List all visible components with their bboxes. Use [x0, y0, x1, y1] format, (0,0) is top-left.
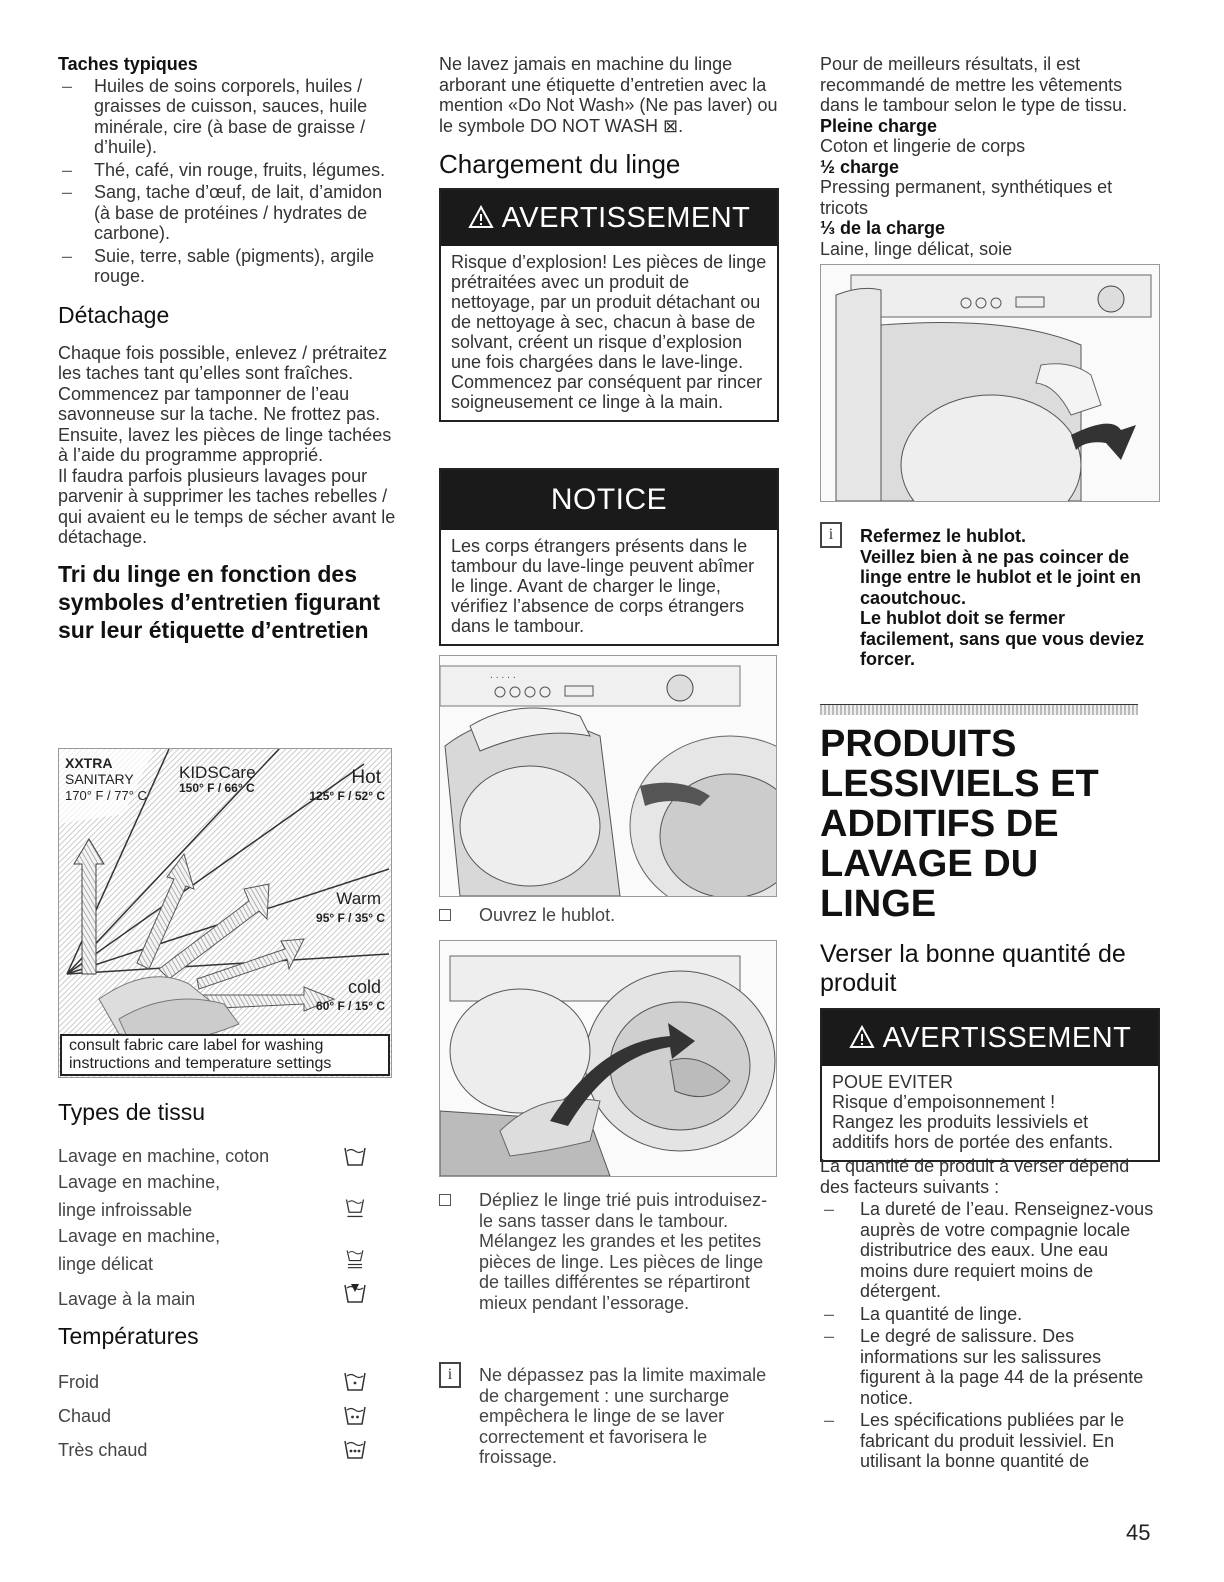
fabric-type: Lavage à la main	[58, 1289, 196, 1309]
fabric-type: linge infroissable	[58, 1200, 193, 1220]
detachage-para: Ensuite, lavez les pièces de linge tachées à l’aide du programme approprié.	[58, 424, 392, 465]
pleine-charge-text: Coton et lingerie de corps	[820, 136, 1026, 156]
info-note-close-door	[820, 522, 1158, 670]
list-item: – La quantité de linge.	[820, 1304, 1158, 1325]
close-door-figure	[820, 264, 1160, 502]
hand-wash-icon	[344, 1282, 366, 1304]
wash-warm-icon	[344, 1404, 366, 1426]
fabric-type: linge délicat	[58, 1254, 154, 1274]
info-close-line: Le hublot doit se fermer facilement, sans que vous deviez forcer.	[860, 608, 1145, 669]
chart-label-hot: Hot	[351, 767, 381, 788]
open-door-figure	[439, 655, 777, 897]
column-right	[820, 54, 1158, 259]
chart-label-warm-temp: 95° F / 35° C	[316, 911, 385, 925]
warning-triangle-icon	[849, 1025, 875, 1049]
pleine-charge-title: Pleine charge	[820, 115, 938, 136]
list-item: – Sang, tache d’œuf, de lait, d’amidon (à base de protéines / hydrates de carbone).	[58, 182, 403, 244]
warning-body: Risque d’explosion! Les pièces de linge prétraitées avec un produit de nettoyage, par un produit détachant ou de nettoyage à sec, chacun à base de solvant, créent un risque d’explosion une fois chargées dans le lave-linge. Commencez par conséquent par rincer soigneusement ce linge à la main.	[451, 252, 767, 412]
factors-list	[820, 1199, 1158, 1472]
temperature-item: Très chaud	[58, 1440, 148, 1460]
wash-tub-icon	[344, 1145, 366, 1167]
checkbox-bullet-icon	[439, 909, 451, 921]
fabric-type: Lavage en machine, coton	[58, 1146, 270, 1166]
warning-title: AVERTISSEMENT	[882, 1022, 1132, 1054]
list-item: – La dureté de l’eau. Renseignez-vous auprès de votre compagnie locale distributrice des eaux. Une eau moins dure requiert moins de détergent.	[820, 1199, 1158, 1302]
types-title: Types de tissu	[58, 1099, 206, 1125]
fabric-type: Lavage en machine,	[58, 1226, 221, 1246]
washer-loading-illustration	[440, 941, 776, 1176]
chart-label-cold-temp: 60° F / 15° C	[316, 999, 385, 1013]
demi-charge-title: ½ charge	[820, 156, 900, 177]
wash-tub-permanent-press-icon	[344, 1197, 366, 1219]
chart-label-hot-temp: 125° F / 52° C	[309, 789, 385, 803]
temperature-item: Chaud	[58, 1406, 112, 1426]
chart-caption-line1: consult fabric care label for washing	[69, 1037, 324, 1054]
info-close-line: Veillez bien à ne pas coincer de linge entre le hublot et le joint en caoutchouc.	[860, 546, 1142, 608]
chart-label-kidscare-temp: 150° F / 66° C	[179, 781, 255, 795]
taches-title: Taches typiques	[58, 54, 198, 74]
warning-triangle-icon	[468, 205, 494, 229]
temperature-chart-figure	[58, 748, 392, 1078]
tiers-charge-text: Laine, linge délicat, soie	[820, 238, 1013, 259]
wash-cold-icon	[344, 1370, 366, 1392]
chart-caption-line2: instructions and temperature settings	[69, 1055, 332, 1072]
load-intro: Pour de meilleurs résultats, il est recommandé de mettre les vêtements dans le tambour selon le type de tissu.	[820, 54, 1128, 115]
step-open-door	[439, 905, 775, 927]
factors-intro: La quantité de produit à verser dépend des facteurs suivants :	[820, 1156, 1130, 1197]
info-text: Ne dépassez pas la limite maximale de chargement : une surcharge empêchera le linge de se laver correctement et favorisera le froissage.	[479, 1365, 767, 1467]
taches-list	[58, 76, 403, 287]
info-note-max-load	[439, 1362, 775, 1468]
warning-line: POUE EVITER	[832, 1072, 954, 1092]
page-number: 45	[1126, 1520, 1151, 1545]
list-item: – Le degré de salissure. Des informations sur les salissures figurent à la page 44 de la présente notice.	[820, 1326, 1158, 1408]
chart-label-warm: Warm	[336, 889, 381, 908]
chart-label-kidscare: KIDSCare	[179, 763, 256, 782]
detachage-para: Il faudra parfois plusieurs lavages pour parvenir à supprimer les taches rebelles / qui avaient eu le temps de sécher avant le détachage.	[58, 465, 396, 547]
notice-body: Les corps étrangers présents dans le tambour du lave-linge peuvent abîmer le linge. Avant de charger le linge, vérifiez l’absence de corps étrangers dans le tambour.	[451, 536, 755, 636]
tiers-charge-title: ⅓ de la charge	[820, 218, 946, 238]
notice-header: NOTICE	[441, 470, 777, 530]
column-left	[58, 54, 403, 644]
list-item: – Suie, terre, sable (pigments), argile rouge.	[58, 246, 403, 287]
fabric-type: Lavage en machine,	[58, 1172, 221, 1192]
warning-line: Rangez les produits lessiviels et additifs hors de portée des enfants.	[832, 1112, 1114, 1152]
step-text: Dépliez le linge trié puis introduisez-le sans tasser dans le tambour. Mélangez les grandes et les petites pièces de linge. Les pièces de linge de tailles différentes se répartiront mieux pendant l’essorage.	[479, 1190, 768, 1313]
wash-tub-delicate-icon	[344, 1248, 366, 1270]
info-icon: i	[439, 1362, 461, 1388]
warning-header	[822, 1010, 1158, 1066]
chart-label-sanitary: SANITARY	[65, 771, 134, 787]
wash-hot-icon	[344, 1438, 366, 1460]
warning-body	[822, 1066, 1158, 1160]
step-text: Ouvrez le hublot.	[479, 905, 616, 925]
list-item: – Thé, café, vin rouge, fruits, légumes.	[58, 160, 403, 181]
chargement-title: Chargement du linge	[439, 149, 681, 179]
column-middle	[439, 54, 779, 178]
washer-open-door-illustration	[440, 656, 776, 896]
detachage-title: Détachage	[58, 301, 170, 328]
info-close-line: Refermez le hublot.	[860, 526, 1027, 546]
step-load-laundry	[439, 1190, 775, 1313]
checkbox-bullet-icon	[439, 1194, 451, 1206]
warning-title: AVERTISSEMENT	[501, 202, 751, 234]
warning-box-poison	[820, 1008, 1160, 1162]
detergent-factors	[820, 1156, 1158, 1474]
temperature-item: Froid	[58, 1372, 100, 1392]
detachage-para: Commencez par tamponner de l’eau savonneuse sur la tache. Ne frottez pas.	[58, 383, 381, 424]
section-divider	[820, 704, 1138, 715]
detachage-para: Chaque fois possible, enlevez / prétraitez les taches tant qu’elles sont fraîches.	[58, 342, 388, 383]
list-item: – Les spécifications publiées par le fabricant du produit lessiviel. En utilisant la bonne quantité de	[820, 1410, 1158, 1472]
tri-title: Tri du linge en fonction des symboles d’entretien figurant sur leur étiquette d’entretien	[58, 560, 381, 643]
chart-label-xxtra: XXTRA	[65, 755, 113, 771]
warning-header	[441, 190, 777, 246]
svg-text:. . . . .: . . . . .	[490, 671, 516, 681]
list-item: – Huiles de soins corporels, huiles / graisses de cuisson, sauces, huile minérale, cire (à base de graisse / d’huile).	[58, 76, 403, 158]
warning-box-explosion	[439, 188, 779, 422]
load-laundry-figure	[439, 940, 777, 1177]
chart-label-sanitary-temp: 170° F / 77° C	[65, 788, 147, 803]
demi-charge-text: Pressing permanent, synthétiques et tricots	[820, 177, 1113, 218]
warning-line: Risque d’empoisonnement !	[832, 1092, 1056, 1112]
info-icon: i	[820, 522, 842, 548]
verser-title: Verser la bonne quantité de produit	[820, 940, 1126, 997]
do-not-wash-paragraph: Ne lavez jamais en machine du linge arborant une étiquette d’entretien avec la mention «Do Not Wash» (Ne pas laver) ou le symbole DO NOT WASH ⊠.	[439, 54, 778, 136]
chart-label-cold: cold	[347, 977, 381, 997]
washer-closing-door-illustration	[821, 265, 1159, 501]
temperatures-title: Températures	[58, 1323, 199, 1349]
section-big-title: PRODUITS LESSIVIELS ET ADDITIFS DE LAVAGE DU LINGE	[820, 723, 1099, 925]
notice-box	[439, 468, 779, 646]
